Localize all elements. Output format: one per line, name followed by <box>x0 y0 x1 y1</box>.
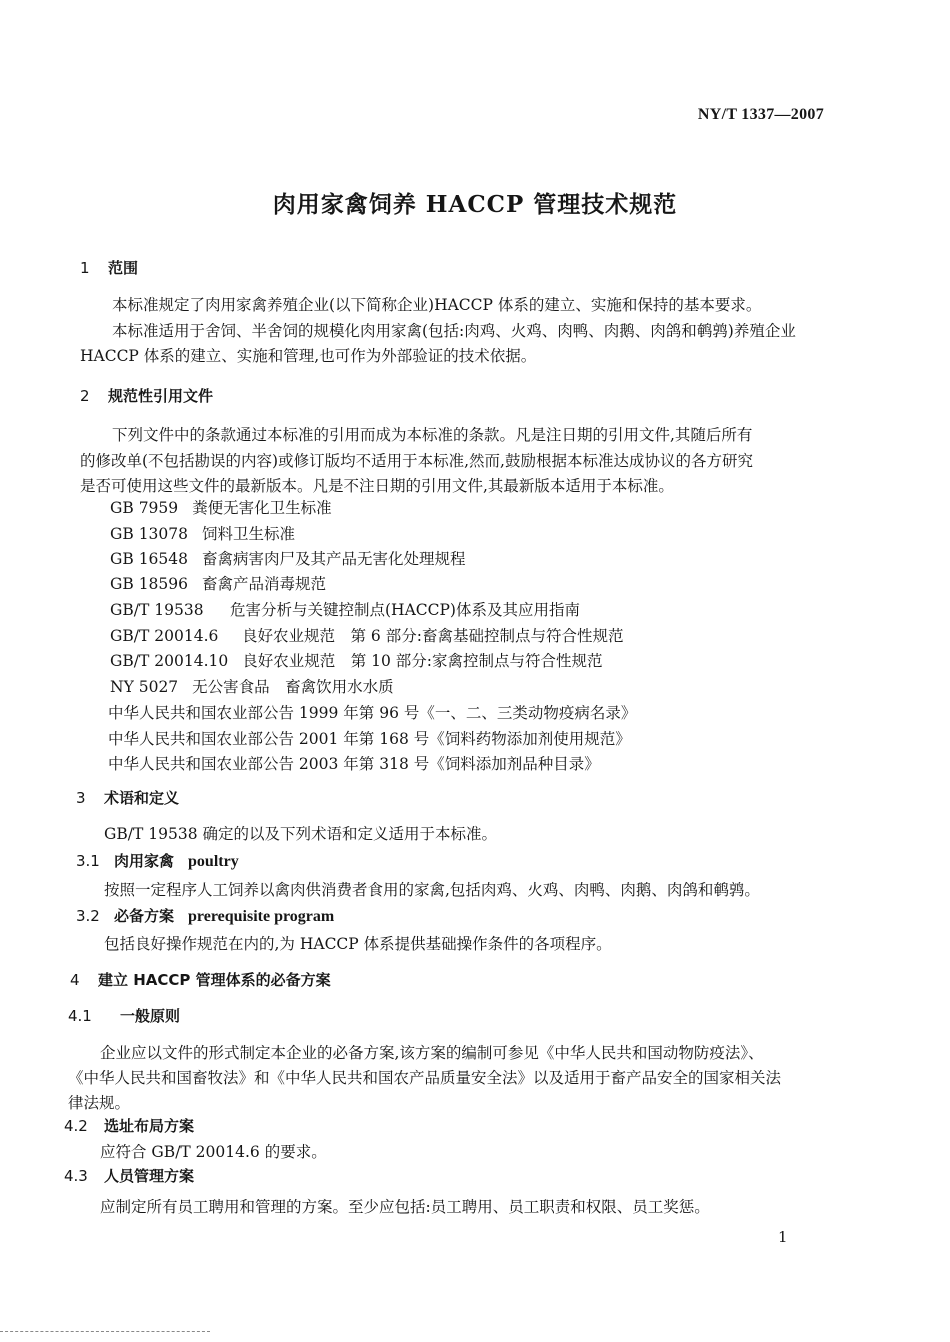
reference-code: GB/T 20014.6 <box>110 627 219 645</box>
paragraph: 本标准适用于舍饲、半舍饲的规模化肉用家禽(包括:肉鸡、火鸡、肉鸭、肉鹅、肉鸽和鹌鹑)养殖企业 <box>112 322 796 340</box>
paragraph: 《中华人民共和国畜牧法》和《中华人民共和国农产品质量安全法》以及适用于畜产品安全的国家相关法 <box>68 1069 782 1087</box>
paragraph: HACCP 体系的建立、实施和管理,也可作为外部验证的技术依据。 <box>80 347 537 365</box>
clause-number: 4.1 <box>68 1007 92 1025</box>
term-title: 必备方案 <box>114 907 175 925</box>
section-number: 1 <box>80 259 90 277</box>
section-title: 术语和定义 <box>104 789 180 807</box>
reference-name: 危害分析与关键控制点(HACCP)体系及其应用指南 <box>230 601 580 619</box>
paragraph: 是否可使用这些文件的最新版本。凡是不注日期的引用文件,其最新版本适用于本标准。 <box>80 477 674 495</box>
term-3-2-heading <box>76 906 334 927</box>
clause-number: 3.1 <box>76 852 100 870</box>
section-title: 建立 HACCP 管理体系的必备方案 <box>98 971 331 989</box>
reference-code: GB/T 20014.10 <box>110 652 229 670</box>
clause-title: 人员管理方案 <box>104 1167 195 1185</box>
reference-item <box>110 626 623 646</box>
reference-code: GB 18596 <box>110 575 189 593</box>
term-english: poultry <box>188 853 239 870</box>
reference-item <box>110 677 394 697</box>
paragraph: 律法规。 <box>68 1094 131 1112</box>
clause-number: 4.3 <box>64 1167 88 1185</box>
paragraph: 本标准规定了肉用家禽养殖企业(以下简称企业)HACCP 体系的建立、实施和保持的基本要求。 <box>112 296 762 314</box>
reference-notice: 中华人民共和国农业部公告 1999 年第 96 号《一、二、三类动物疫病名录》 <box>108 704 637 722</box>
clause-number: 3.2 <box>76 907 100 925</box>
reference-item <box>110 600 580 620</box>
clause-4-2-heading <box>64 1116 194 1136</box>
reference-code: GB 13078 <box>110 525 189 543</box>
term-title: 肉用家禽 <box>114 852 175 870</box>
reference-item <box>110 524 295 544</box>
paragraph: 下列文件中的条款通过本标准的引用而成为本标准的条款。凡是注日期的引用文件,其随后所有 <box>112 426 753 444</box>
reference-code: NY 5027 <box>110 678 179 696</box>
paragraph: 应符合 GB/T 20014.6 的要求。 <box>100 1143 327 1161</box>
paragraph: 应制定所有员工聘用和管理的方案。至少应包括:员工聘用、员工职责和权限、员工奖惩。 <box>100 1198 710 1216</box>
section-number: 3 <box>76 789 86 807</box>
term-definition: 包括良好操作规范在内的,为 HACCP 体系提供基础操作条件的各项程序。 <box>104 935 612 953</box>
reference-item <box>110 498 332 518</box>
clause-number: 4.2 <box>64 1117 88 1135</box>
reference-item <box>110 651 603 671</box>
page-number: 1 <box>778 1228 788 1246</box>
reference-item <box>110 549 466 569</box>
reference-code: GB 7959 <box>110 499 179 517</box>
reference-notice: 中华人民共和国农业部公告 2003 年第 318 号《饲料添加剂品种目录》 <box>108 755 600 773</box>
reference-name: 无公害食品 畜禽饮用水水质 <box>192 678 394 696</box>
reference-name: 良好农业规范 第 6 部分:畜禽基础控制点与符合性规范 <box>242 627 624 645</box>
reference-code: GB 16548 <box>110 550 189 568</box>
reference-code: GB/T 19538 <box>110 601 204 619</box>
clause-title: 选址布局方案 <box>104 1117 195 1135</box>
document-title: 肉用家禽饲养 HACCP 管理技术规范 <box>272 191 678 218</box>
clause-4-1-heading <box>68 1006 180 1026</box>
reference-name: 饲料卫生标准 <box>202 525 296 543</box>
reference-name: 畜禽病害肉尸及其产品无害化处理规程 <box>202 550 466 568</box>
section-4-heading <box>70 970 331 990</box>
reference-name: 粪便无害化卫生标准 <box>192 499 332 517</box>
clause-4-3-heading <box>64 1166 194 1186</box>
paragraph: 的修改单(不包括勘误的内容)或修订版均不适用于本标准,然而,鼓励根据本标准达成协议的各方研究 <box>80 452 753 470</box>
paragraph: 企业应以文件的形式制定本企业的必备方案,该方案的编制可参见《中华人民共和国动物防疫法》、 <box>100 1044 764 1062</box>
term-3-1-heading <box>76 851 239 872</box>
term-definition: 按照一定程序人工饲养以禽肉供消费者食用的家禽,包括肉鸡、火鸡、肉鸭、肉鹅、肉鸽和鹌鹑。 <box>104 881 760 899</box>
reference-item <box>110 574 326 594</box>
section-number: 4 <box>70 971 80 989</box>
footer-rule <box>0 1331 210 1332</box>
clause-title: 一般原则 <box>120 1007 181 1025</box>
section-1-heading <box>80 258 138 278</box>
reference-notice: 中华人民共和国农业部公告 2001 年第 168 号《饲料药物添加剂使用规范》 <box>108 730 631 748</box>
term-english: prerequisite program <box>188 908 335 925</box>
section-2-heading <box>80 386 213 406</box>
reference-name: 良好农业规范 第 10 部分:家禽控制点与符合性规范 <box>242 652 603 670</box>
reference-name: 畜禽产品消毒规范 <box>202 575 327 593</box>
section-number: 2 <box>80 387 90 405</box>
section-title: 范围 <box>108 259 139 277</box>
section-title: 规范性引用文件 <box>108 387 214 405</box>
paragraph: GB/T 19538 确定的以及下列术语和定义适用于本标准。 <box>104 825 497 843</box>
standard-code: NY/T 1337—2007 <box>697 106 824 123</box>
section-3-heading <box>76 788 179 808</box>
